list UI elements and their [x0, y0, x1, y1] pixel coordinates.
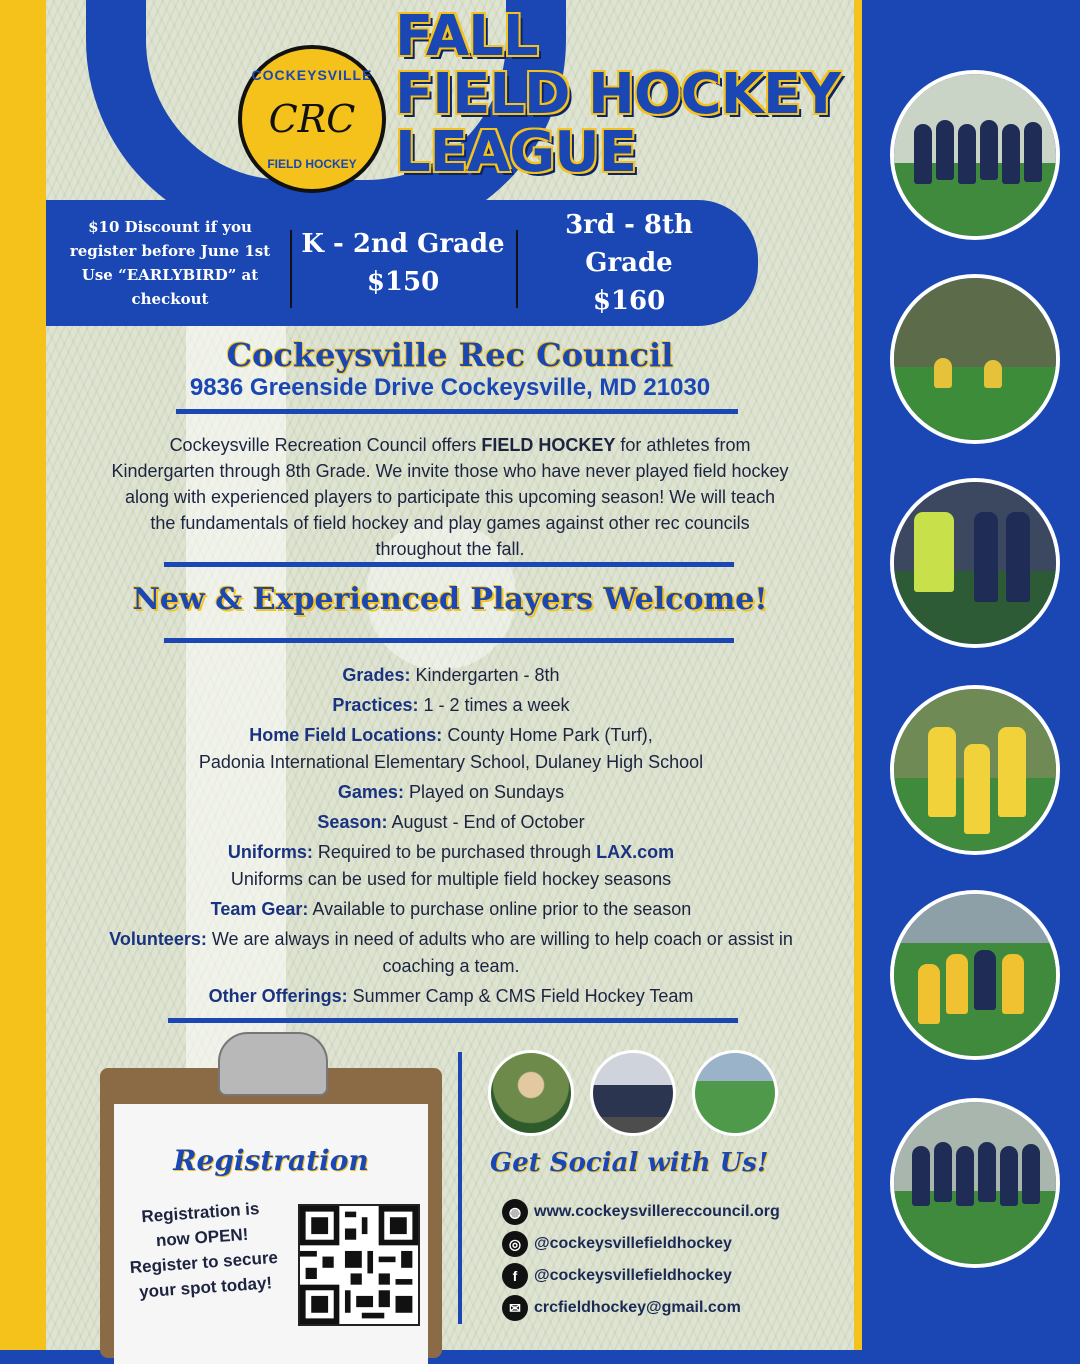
- left-yellow-stripe: [0, 0, 46, 1350]
- team-photo: [890, 274, 1060, 444]
- vertical-divider: [458, 1052, 462, 1324]
- team-photo: [890, 478, 1060, 648]
- council-name: Cockeysville Rec Council: [226, 336, 674, 374]
- detail-value: August - End of October: [391, 812, 585, 832]
- registration-clipboard: [100, 1068, 442, 1358]
- detail-row: [106, 839, 796, 893]
- detail-value: We are always in need of adults who are willing to help coach or assist in coaching a team.: [211, 929, 793, 976]
- discount-note: [54, 200, 286, 326]
- program-details: [106, 662, 796, 1013]
- intro-highlight: FIELD HOCKEY: [481, 435, 616, 455]
- tier-price: $160: [592, 286, 666, 316]
- divider-line: [168, 1018, 738, 1023]
- detail-value: Available to purchase online prior to the season: [312, 899, 692, 919]
- team-photo: [890, 70, 1060, 240]
- detail-label: Season:: [317, 812, 388, 832]
- qr-code[interactable]: [298, 1204, 420, 1326]
- instagram-link[interactable]: [502, 1230, 822, 1258]
- discount-line: register before June 1st: [69, 242, 271, 260]
- detail-row: [106, 692, 796, 719]
- detail-label: Grades:: [342, 665, 411, 685]
- detail-label: Volunteers:: [109, 929, 207, 949]
- team-photo: [890, 685, 1060, 855]
- detail-label: Home Field Locations:: [249, 725, 443, 745]
- detail-row: [106, 896, 796, 923]
- detail-value: Played on Sundays: [408, 782, 565, 802]
- divider-line: [164, 562, 734, 567]
- pricing-band: [46, 200, 758, 326]
- tier-grade: 3rd - 8th Grade: [565, 210, 693, 278]
- title-line: LEAGUE: [395, 120, 636, 185]
- page-title: [395, 4, 840, 185]
- detail-value: Required to be purchased through: [317, 842, 592, 862]
- title-line: FALL: [395, 4, 538, 69]
- detail-value: Summer Camp & CMS Field Hockey Team: [352, 986, 694, 1006]
- detail-value: County Home Park (Turf),: [447, 725, 653, 745]
- logo-bottom-text: FIELD HOCKEY: [267, 157, 357, 171]
- crc-logo: [238, 45, 386, 193]
- email-icon: ✉: [502, 1295, 528, 1321]
- detail-value: Kindergarten - 8th: [415, 665, 560, 685]
- clipboard-paper: [114, 1104, 428, 1364]
- intro-paragraph: [110, 432, 790, 562]
- team-photo: [890, 1098, 1060, 1268]
- logo-top-text: COCKEYSVILLE: [251, 67, 373, 83]
- team-photo: [890, 890, 1060, 1060]
- price-tier: [518, 200, 740, 326]
- globe-icon: ◍: [502, 1199, 528, 1225]
- welcome-heading: New & Experienced Players Welcome!: [132, 582, 768, 617]
- registration-text: Registration is now OPEN! Register to secure your spot today!: [129, 1198, 279, 1302]
- intro-prefix: Cockeysville Recreation Council offers: [169, 435, 482, 455]
- qr-code-icon: [300, 1206, 418, 1324]
- contact-text: www.cockeysvillereccouncil.org: [534, 1203, 780, 1220]
- intro-suffix: for athletes from Kindergarten through 8th Grade. We invite those who have never played field hockey along with experienced players to participate this upcoming season! We will teach the fundamentals of field hockey and play games against other rec councils throughout the fall.: [111, 435, 789, 559]
- discount-line: checkout: [131, 290, 209, 308]
- divider-line: [176, 409, 738, 414]
- council-address: 9836 Greenside Drive Cockeysville, MD 21030: [189, 374, 711, 401]
- divider-line: [164, 638, 734, 643]
- instagram-icon: ◎: [502, 1231, 528, 1257]
- detail-label: Practices:: [332, 695, 419, 715]
- detail-row: [106, 662, 796, 689]
- detail-row: [106, 926, 796, 980]
- right-yellow-rule: [854, 0, 862, 1350]
- detail-row: [106, 779, 796, 806]
- tier-grade: K - 2nd Grade: [301, 229, 505, 259]
- social-photo: [590, 1050, 676, 1136]
- detail-link-text: LAX.com: [596, 842, 675, 862]
- contact-text: @cockeysvillefieldhockey: [534, 1235, 732, 1252]
- website-link[interactable]: [502, 1198, 822, 1226]
- clipboard-clip-icon: [218, 1032, 328, 1096]
- social-title: Get Social with Us!: [490, 1148, 769, 1178]
- tier-price: $150: [366, 267, 440, 297]
- price-tier: [292, 200, 514, 326]
- social-photo-row: [488, 1050, 788, 1138]
- contact-text: @cockeysvillefieldhockey: [534, 1267, 732, 1284]
- detail-row: [106, 809, 796, 836]
- contact-text: crcfieldhockey@gmail.com: [534, 1299, 741, 1316]
- social-photo: [692, 1050, 778, 1136]
- discount-line: $10 Discount if you: [88, 218, 252, 236]
- detail-row: [106, 983, 796, 1010]
- logo-monogram: CRC: [268, 97, 356, 141]
- detail-label: Uniforms:: [227, 842, 313, 862]
- detail-label: Other Offerings:: [208, 986, 348, 1006]
- registration-title: Registration: [173, 1144, 369, 1177]
- facebook-icon: f: [502, 1263, 528, 1289]
- social-photo: [488, 1050, 574, 1136]
- detail-value: 1 - 2 times a week: [423, 695, 570, 715]
- detail-row: [106, 722, 796, 776]
- detail-label: Team Gear:: [210, 899, 309, 919]
- discount-line: Use “EARLYBIRD” at: [81, 266, 259, 284]
- detail-extra: Uniforms can be used for multiple field hockey seasons: [230, 869, 672, 889]
- facebook-link[interactable]: [502, 1262, 822, 1290]
- detail-label: Games:: [337, 782, 404, 802]
- email-link[interactable]: [502, 1294, 822, 1322]
- title-line: FIELD HOCKEY: [395, 62, 840, 127]
- detail-extra: Padonia International Elementary School, Dulaney High School: [198, 752, 704, 772]
